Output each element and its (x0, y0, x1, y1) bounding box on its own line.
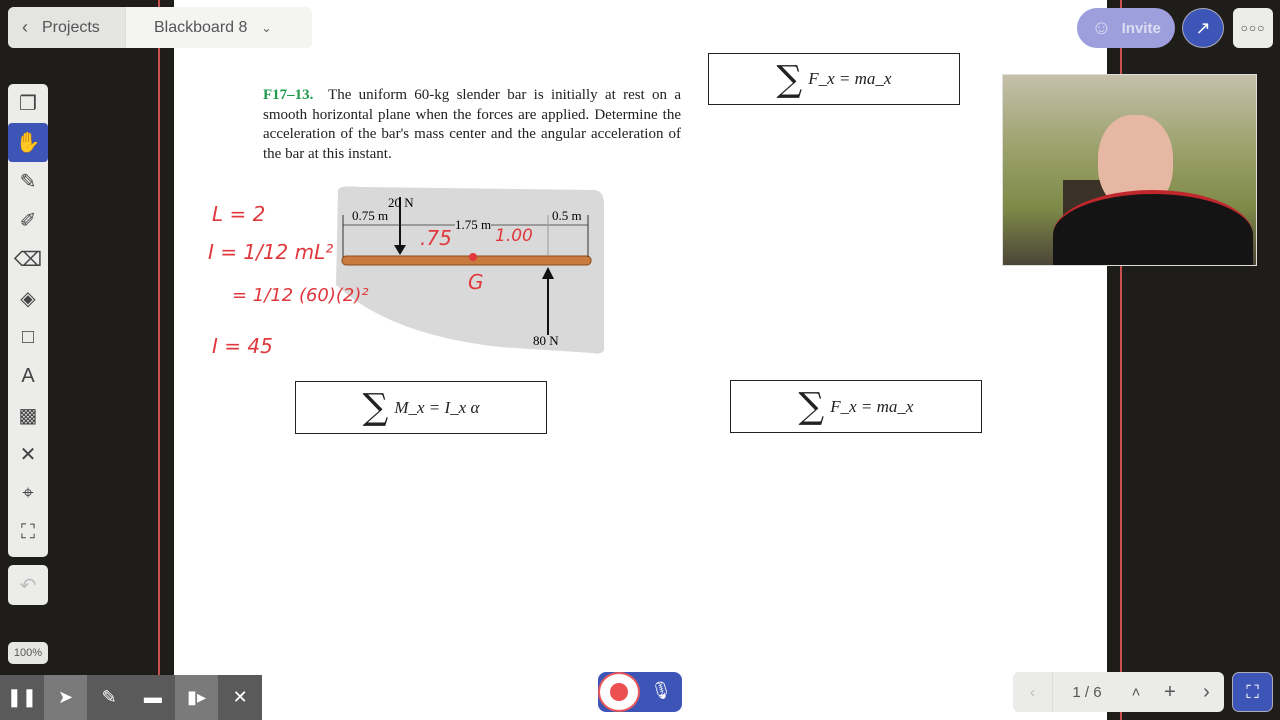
close-icon[interactable]: ✕ (19, 444, 37, 466)
page-list-toggle[interactable]: ˄ (1131, 683, 1141, 701)
top-nav (8, 7, 312, 48)
chevron-left-icon: ‹ (22, 17, 28, 37)
record-icon (610, 683, 628, 701)
sigma-symbol: ∑ (362, 387, 389, 428)
camera-icon[interactable]: ▮▸ (175, 675, 219, 720)
laser-pointer-icon[interactable]: ⌖ (22, 482, 34, 504)
record-button[interactable] (598, 672, 640, 712)
annotation-inertia-substitution: = 1/12 (60)(2)² (232, 285, 369, 306)
equation-box-left[interactable] (295, 381, 547, 434)
annotation-g: G (468, 270, 484, 294)
equation-text: M_x = I_x α (394, 397, 480, 417)
equation-box-top[interactable] (708, 53, 960, 105)
problem-text: The uniform 60-kg slender bar is initially at rest on a smooth horizontal plane when the forces are applied. Determine the acceleration of the bar's mass center and the angular acceleration of the bar at this instant. (263, 87, 681, 162)
pages-icon[interactable]: ❐ (19, 93, 37, 115)
annotation-length: L = 2 (212, 202, 266, 226)
eraser-icon[interactable]: ▬ (131, 675, 175, 720)
pause-icon[interactable]: ❚❚ (0, 675, 44, 720)
mass-center-dot (469, 253, 477, 261)
frame-icon[interactable]: ⛶ (21, 521, 35, 543)
chevron-down-icon: ⌄ (261, 20, 272, 35)
highlighter-icon[interactable]: ✐ (19, 210, 37, 232)
fill-icon[interactable]: ◈ (20, 288, 36, 310)
share-button[interactable] (1182, 8, 1224, 48)
webcam-video[interactable] (1002, 74, 1257, 266)
shapes-icon[interactable]: □ (21, 326, 35, 348)
board-name: Blackboard 8 (154, 18, 248, 36)
add-user-icon: ☺ (1091, 16, 1112, 39)
dimension-3: 0.5 m (552, 208, 582, 223)
problem-statement (263, 86, 681, 164)
annotation-inertia-formula: I = 1/12 mL² (208, 240, 334, 264)
equation-box-right[interactable] (730, 380, 982, 433)
zoom-level[interactable]: 100% (8, 642, 48, 664)
equation-text: F_x = ma_x (808, 69, 892, 88)
eraser-icon[interactable]: ⌫ (13, 249, 43, 271)
equation-text: F_x = ma_x (830, 396, 914, 416)
pen-icon[interactable]: ✎ (87, 675, 131, 720)
sigma-symbol: ∑ (776, 58, 803, 100)
close-icon[interactable]: ✕ (218, 675, 262, 720)
undo-icon: ↶ (19, 574, 37, 597)
more-button[interactable] (1233, 8, 1273, 48)
dimension-2: 1.75 m (455, 217, 492, 232)
fullscreen-icon: ⛶ (1246, 681, 1259, 702)
sigma-symbol: ∑ (798, 386, 825, 427)
prev-page-button[interactable]: ‹ (1013, 672, 1053, 712)
invite-label: Invite (1121, 19, 1161, 37)
divider (158, 0, 160, 720)
recording-controls (598, 672, 682, 712)
hand-tool-icon[interactable]: ✋ (8, 123, 48, 162)
fullscreen-button[interactable] (1232, 672, 1273, 712)
pen-icon[interactable]: ✎ (19, 171, 37, 193)
force-label-top: 20 N (388, 195, 414, 210)
share-icon: ↗ (1195, 17, 1211, 38)
page-indicator: 1 / 6 (1072, 683, 1102, 701)
text-icon[interactable]: A (21, 365, 35, 387)
force-label-bottom: 80 N (533, 333, 559, 348)
annotation-distance-1: .75 (420, 226, 452, 250)
dimension-1: 0.75 m (352, 208, 389, 223)
add-page-button[interactable]: + (1164, 680, 1176, 703)
mic-muted-icon[interactable]: 🎙 (650, 681, 672, 700)
recording-toolbar (0, 675, 262, 720)
back-label: Projects (42, 18, 100, 36)
back-to-projects-button[interactable] (8, 7, 126, 48)
more-icon: ○○○ (1240, 21, 1266, 35)
annotation-distance-2: 1.00 (495, 226, 533, 246)
next-page-button[interactable]: › (1203, 680, 1210, 703)
board-name-dropdown[interactable] (126, 7, 312, 48)
undo-button[interactable] (8, 565, 48, 605)
tool-palette (8, 84, 48, 557)
lasso-select-icon[interactable]: ▩ (18, 405, 38, 427)
problem-id: F17–13. (263, 87, 314, 103)
slender-bar (342, 256, 591, 265)
invite-button[interactable] (1077, 8, 1175, 48)
pointer-icon[interactable]: ➤ (44, 675, 88, 720)
annotation-inertia-result: I = 45 (212, 334, 273, 358)
page-navigator (1013, 672, 1224, 712)
